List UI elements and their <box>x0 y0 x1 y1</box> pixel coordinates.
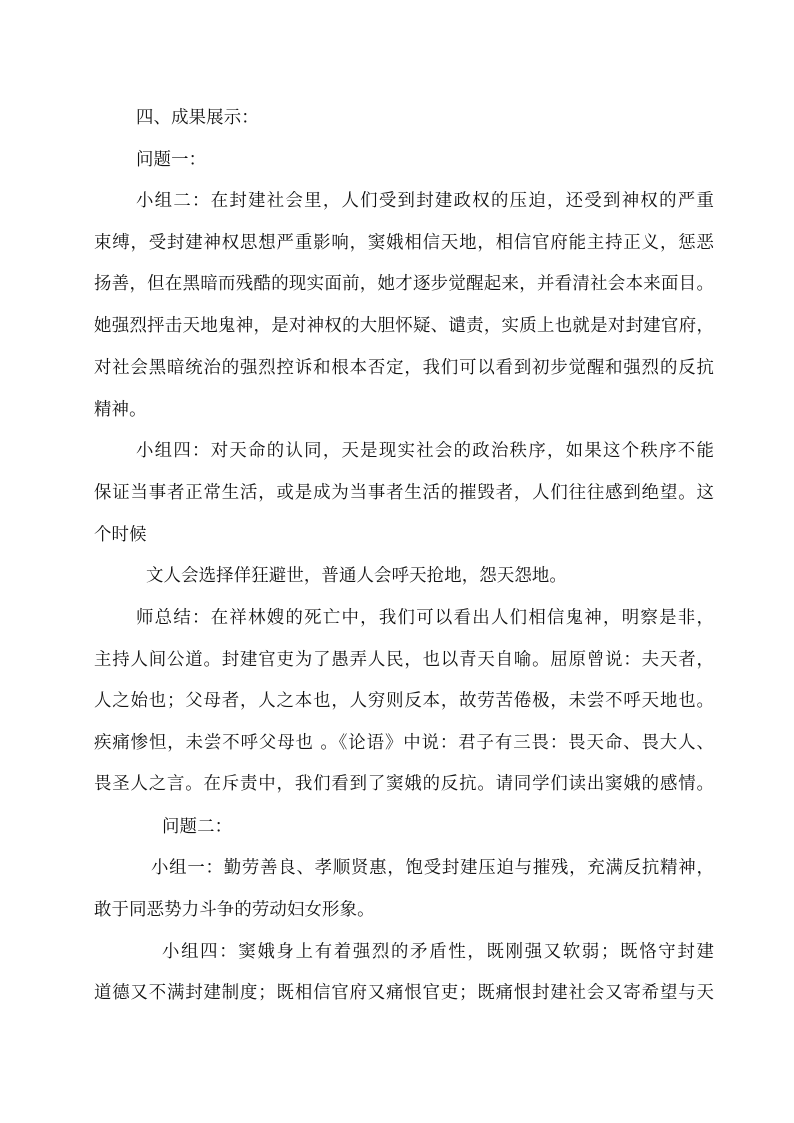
paragraph-line: 畏圣人之言。在斥责中，我们看到了窦娥的反抗。请同学们读出窦娥的感情。 <box>94 774 714 794</box>
paragraph-line: 精神。 <box>94 400 147 420</box>
question-one-heading: 问题一： <box>136 150 207 170</box>
paragraph-line: 保证当事者正常生活，或是成为当事者生活的摧毁者，人们往往感到绝望。这 <box>94 483 714 503</box>
paragraph-line: 小组二：在封建社会里，人们受到封建政权的压迫，还受到神权的严重 <box>136 191 714 211</box>
paragraph-line: 她强烈抨击天地鬼神，是对神权的大胆怀疑、谴责，实质上也就是对封建官府， <box>94 316 714 336</box>
paragraph-line: 文人会选择佯狂避世，普通人会呼天抢地，怨天怨地。 <box>146 566 567 586</box>
paragraph-line: 小组四：窦娥身上有着强烈的矛盾性，既刚强又软弱；既恪守封建 <box>162 942 714 962</box>
paragraph-line: 个时候 <box>94 525 147 545</box>
paragraph-line: 疾痛惨怛，未尝不呼父母也 。《论语》中说：君子有三畏：畏天命、畏大人、 <box>94 733 714 753</box>
paragraph-line: 主持人间公道。封建官吏为了愚弄人民，也以青天自喻。屈原曾说：夫天者， <box>94 650 714 670</box>
paragraph-line: 师总结：在祥林嫂的死亡中，我们可以看出人们相信鬼神，明察是非， <box>136 608 714 628</box>
paragraph-line: 小组四：对天命的认同，天是现实社会的政治秩序，如果这个秩序不能 <box>136 441 714 461</box>
paragraph-line: 对社会黑暗统治的强烈控诉和根本否定，我们可以看到初步觉醒和强烈的反抗 <box>94 358 714 378</box>
paragraph-line: 道德又不满封建制度；既相信官府又痛恨官吏；既痛恨封建社会又寄希望与天 <box>94 983 714 1003</box>
section-heading-results: 四、成果展示： <box>136 108 259 128</box>
paragraph-line: 敢于同恶势力斗争的劳动妇女形象。 <box>94 900 375 920</box>
paragraph-line: 束缚，受封建神权思想严重影响，窦娥相信天地，相信官府能主持正义，惩恶 <box>94 233 714 253</box>
paragraph-line: 扬善，但在黑暗而残酷的现实面前，她才逐步觉醒起来，并看清社会本来面目。 <box>94 274 714 294</box>
question-two-heading: 问题二： <box>162 817 233 837</box>
paragraph-line: 小组一：勤劳善良、孝顺贤惠，饱受封建压迫与摧残，充满反抗精神， <box>151 858 714 878</box>
paragraph-line: 人之始也；父母者，人之本也，人穷则反本，故劳苦倦极，未尝不呼天地也。 <box>94 691 714 711</box>
